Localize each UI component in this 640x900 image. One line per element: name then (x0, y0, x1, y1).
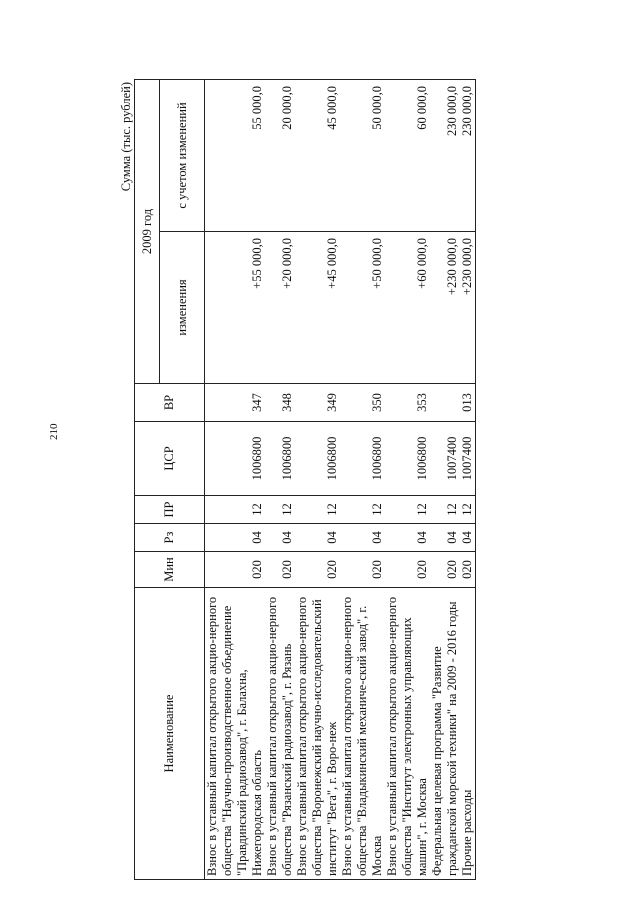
row-vr: 353 (385, 384, 430, 422)
row-csr: 1006800 (295, 422, 340, 496)
row-rz: 04 (430, 524, 460, 552)
row-pr: 12 (460, 496, 476, 524)
row-name: Взнос в уставный капитал открытого акцио-нерного общества "Научно-производственное объединение "Правдинский радиозавод", г. Балахна, Нижегородская область (205, 588, 266, 880)
row-rz: 04 (460, 524, 476, 552)
budget-table-container (118, 80, 568, 880)
table-row (340, 79, 385, 879)
row-vr: 348 (265, 384, 295, 422)
table-row (430, 79, 460, 879)
row-pr: 12 (295, 496, 340, 524)
row-csr: 1006800 (265, 422, 295, 496)
row-total: 20 000,0 (265, 79, 295, 231)
row-change: +230 000,0 (460, 232, 476, 384)
table-row (460, 79, 476, 879)
header-changes: изменения (160, 232, 205, 384)
header-vr: ВР (135, 384, 205, 422)
table-row (205, 79, 266, 879)
row-total: 230 000,0 (430, 79, 460, 231)
row-pr: 12 (385, 496, 430, 524)
row-name: Прочие расходы (460, 588, 476, 880)
row-change: +230 000,0 (430, 232, 460, 384)
row-rz: 04 (265, 524, 295, 552)
row-min: 020 (430, 552, 460, 588)
row-name: Взнос в уставный капитал открытого акцио-нерного общества "Рязанский радиозавод", г. Рязань (265, 588, 295, 880)
row-csr: 1006800 (340, 422, 385, 496)
row-vr: 013 (460, 384, 476, 422)
row-change: +45 000,0 (295, 232, 340, 384)
row-total: 45 000,0 (295, 79, 340, 231)
row-csr: 1007400 (460, 422, 476, 496)
row-csr: 1006800 (205, 422, 266, 496)
page-number: 210 (48, 423, 60, 440)
row-vr: 349 (295, 384, 340, 422)
header-name: Наименование (135, 588, 205, 880)
header-with-changes: с учетом изменений (160, 79, 205, 231)
row-pr: 12 (205, 496, 266, 524)
row-min: 020 (385, 552, 430, 588)
row-total: 230 000,0 (460, 79, 476, 231)
row-pr: 12 (340, 496, 385, 524)
header-rz: Рз (135, 524, 205, 552)
table-row (295, 79, 340, 879)
row-min: 020 (205, 552, 266, 588)
row-vr: 350 (340, 384, 385, 422)
row-rz: 04 (385, 524, 430, 552)
row-change: +20 000,0 (265, 232, 295, 384)
row-csr: 1007400 (430, 422, 460, 496)
row-min: 020 (460, 552, 476, 588)
row-rz: 04 (340, 524, 385, 552)
row-min: 020 (295, 552, 340, 588)
table-row (385, 79, 430, 879)
row-name: Взнос в уставный капитал открытого акцио-нерного общества "Институт электронных управляющих машин", г. Москва (385, 588, 430, 880)
row-change: +55 000,0 (205, 232, 266, 384)
row-pr: 12 (430, 496, 460, 524)
header-year: 2009 год (135, 79, 160, 383)
header-min: Мин (135, 552, 205, 588)
row-csr: 1006800 (385, 422, 430, 496)
row-total: 50 000,0 (340, 79, 385, 231)
row-rz: 04 (295, 524, 340, 552)
row-total: 60 000,0 (385, 79, 430, 231)
row-name: Взнос в уставный капитал открытого акцио-нерного общества "Владыкинский механиче-ский завод", г. Москва (340, 588, 385, 880)
row-pr: 12 (265, 496, 295, 524)
row-vr: 347 (205, 384, 266, 422)
row-name: Федеральная целевая программа "Развитие гражданской морской техники" на 2009 - 2016 годы (430, 588, 460, 880)
units-label: Сумма (тыс. рублей) (119, 82, 133, 192)
table-row (265, 79, 295, 879)
header-csr: ЦСР (135, 422, 205, 496)
row-name: Взнос в уставный капитал открытого акцио-нерного общества "Воронежский научно-исследовательский институт "Вега", г. Воро-неж (295, 588, 340, 880)
budget-table (134, 79, 476, 880)
row-rz: 04 (205, 524, 266, 552)
row-change: +50 000,0 (340, 232, 385, 384)
row-vr (430, 384, 460, 422)
row-total: 55 000,0 (205, 79, 266, 231)
row-change: +60 000,0 (385, 232, 430, 384)
row-min: 020 (340, 552, 385, 588)
row-min: 020 (265, 552, 295, 588)
header-pr: ПР (135, 496, 205, 524)
